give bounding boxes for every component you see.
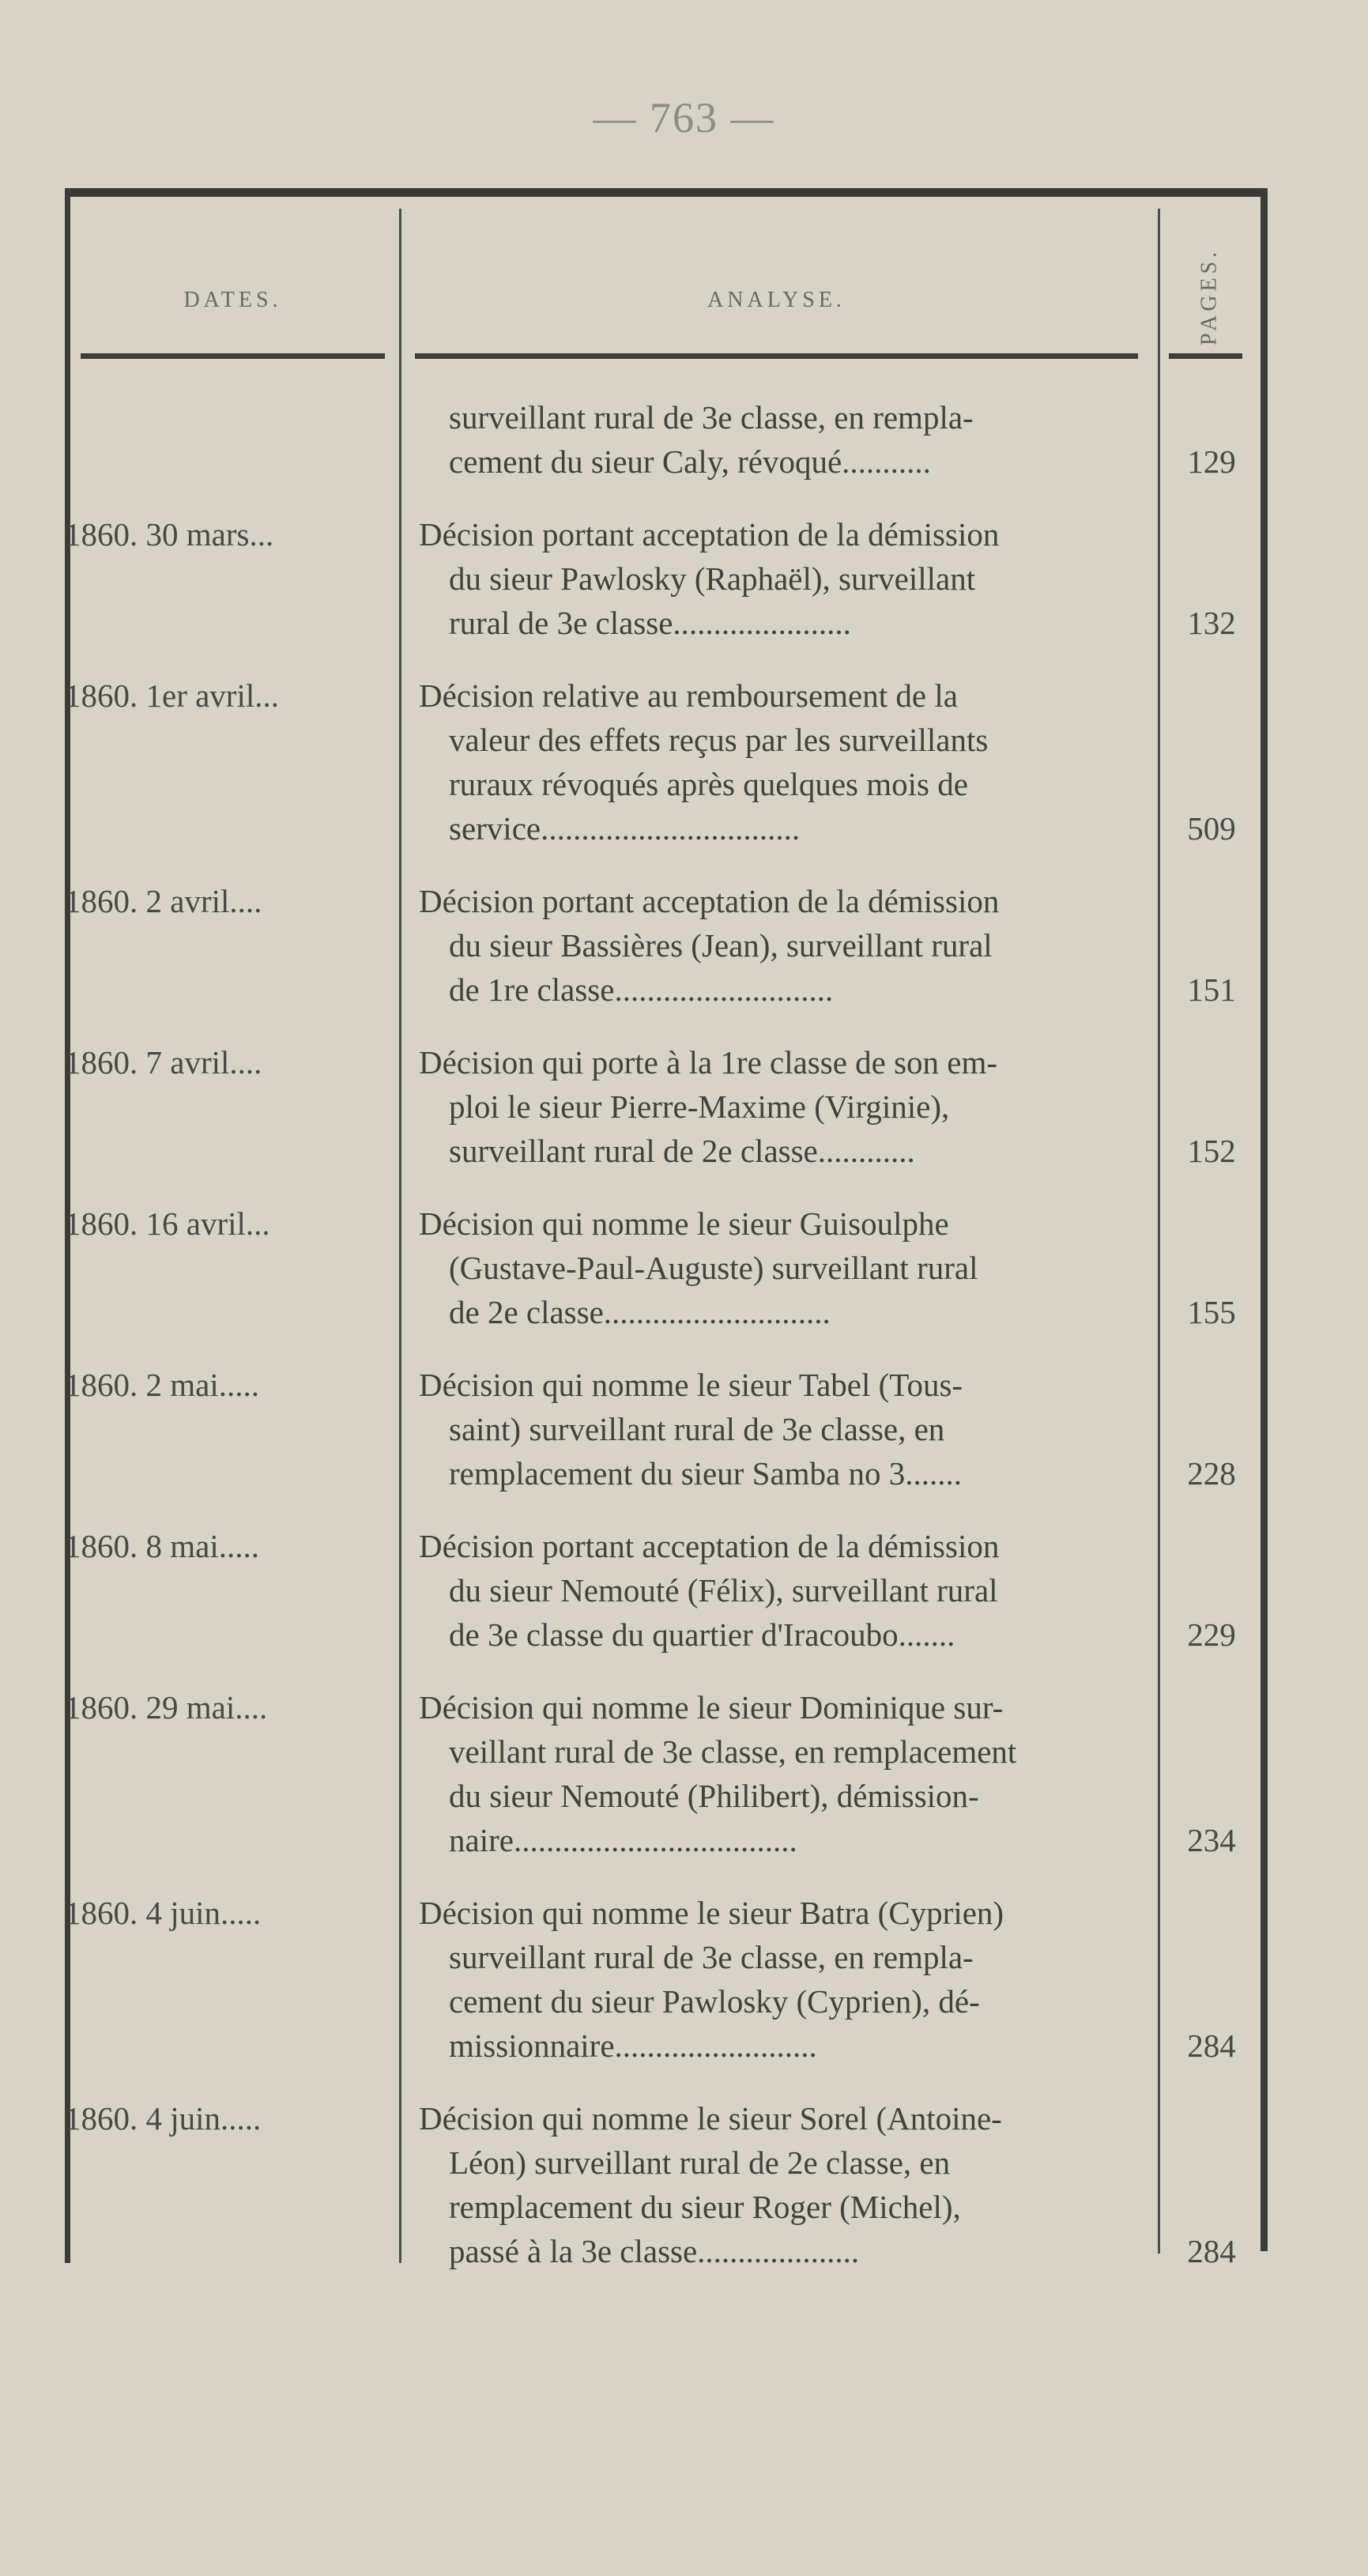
entry-page-number: 234 <box>1187 1822 1236 1858</box>
analysis-line: Décision qui nomme le sieur Dominique sur- <box>419 1689 1004 1726</box>
analysis-line: Décision qui porte à la 1re classe de son em- <box>419 1044 998 1081</box>
table-top-rule <box>65 188 1268 197</box>
analysis-line: service................................ <box>449 810 801 847</box>
entry-date: 1860. 8 mai..... <box>65 1528 259 1564</box>
entry-analysis <box>419 512 1146 645</box>
analysis-line: de 3e classe du quartier d'Iracoubo....... <box>449 1616 955 1653</box>
analysis-line: Décision qui nomme le sieur Guisoulphe <box>419 1205 949 1242</box>
analysis-line: Décision qui nomme le sieur Batra (Cyprien) <box>419 1895 1004 1931</box>
entry-analysis <box>419 1201 1146 1334</box>
entry-date: 1860. 16 avril... <box>65 1205 270 1242</box>
entry-analysis <box>419 395 1146 484</box>
analysis-line: cement du sieur Caly, révoqué........... <box>449 443 931 480</box>
entry-date: 1860. 2 avril.... <box>65 883 262 919</box>
analysis-line: Décision qui nomme le sieur Sorel (Antoine- <box>419 2100 1002 2137</box>
analysis-line: rural de 3e classe...................... <box>449 605 851 641</box>
entry-analysis <box>419 1524 1146 1657</box>
header-rule-analyse <box>415 353 1138 359</box>
analysis-line: missionnaire......................... <box>449 2027 817 2064</box>
entry-analysis <box>419 2096 1146 2273</box>
analysis-line: surveillant rural de 3e classe, en rempla- <box>449 399 974 436</box>
entry-page-number: 152 <box>1187 1133 1236 1169</box>
analysis-line: Décision portant acceptation de la démission <box>419 1528 1000 1564</box>
entry-page-number: 509 <box>1187 810 1236 847</box>
entry-date: 1860. 2 mai..... <box>65 1367 259 1403</box>
analysis-line: surveillant rural de 3e classe, en rempla- <box>449 1939 974 1975</box>
header-pages: PAGES. <box>1197 247 1222 345</box>
analysis-line: de 2e classe............................ <box>449 1294 831 1330</box>
entry-page-number: 284 <box>1187 2233 1236 2269</box>
analysis-line: surveillant rural de 2e classe............ <box>449 1133 915 1169</box>
entry-date: 1860. 4 juin..... <box>65 2100 262 2137</box>
analysis-line: (Gustave-Paul-Auguste) surveillant rural <box>449 1250 978 1286</box>
entry-page-number: 155 <box>1187 1294 1236 1330</box>
analysis-line: cement du sieur Pawlosky (Cyprien), dé- <box>449 1983 980 2020</box>
entry-date: 1860. 30 mars... <box>65 516 274 553</box>
analysis-line: ruraux révoqués après quelques mois de <box>449 766 968 802</box>
entry-date: 1860. 1er avril... <box>65 677 279 714</box>
column-divider-dates <box>399 209 401 2263</box>
analysis-line: du sieur Pawlosky (Raphaël), surveillant <box>449 560 976 597</box>
analysis-line: passé à la 3e classe.................... <box>449 2233 860 2269</box>
analysis-line: Décision relative au remboursement de la <box>419 677 958 714</box>
analysis-line: Décision qui nomme le sieur Tabel (Tous- <box>419 1367 963 1403</box>
analysis-line: du sieur Bassières (Jean), surveillant rural <box>449 927 993 964</box>
analysis-line: de 1re classe........................... <box>449 971 834 1008</box>
analysis-line: naire................................... <box>449 1822 797 1858</box>
header-rule-dates <box>81 353 385 359</box>
entry-analysis <box>419 1685 1146 1862</box>
analysis-line: Décision portant acceptation de la démission <box>419 516 1000 553</box>
analysis-line: Léon) surveillant rural de 2e classe, en <box>449 2144 951 2181</box>
header-dates: DATES. <box>183 288 282 312</box>
header-analyse: ANALYSE. <box>707 288 846 312</box>
column-divider-pages <box>1158 209 1160 2254</box>
entry-analysis <box>419 1891 1146 2068</box>
entry-analysis <box>419 1363 1146 1495</box>
table-right-rule <box>1261 188 1268 2251</box>
analysis-line: valeur des effets reçus par les surveillants <box>449 722 989 758</box>
entry-analysis <box>419 879 1146 1012</box>
analysis-line: veillant rural de 3e classe, en remplacement <box>449 1733 1017 1770</box>
analysis-line: du sieur Nemouté (Félix), surveillant rural <box>449 1572 998 1609</box>
header-rule-pages <box>1169 353 1242 359</box>
analysis-line: saint) surveillant rural de 3e classe, en <box>449 1411 945 1447</box>
entry-page-number: 151 <box>1187 971 1236 1008</box>
analysis-line: Décision portant acceptation de la démission <box>419 883 1000 919</box>
analysis-line: ploi le sieur Pierre-Maxime (Virginie), <box>449 1088 950 1125</box>
analysis-line: remplacement du sieur Roger (Michel), <box>449 2189 961 2225</box>
entry-page-number: 132 <box>1187 605 1236 641</box>
entry-date: 1860. 4 juin..... <box>65 1895 262 1931</box>
analysis-line: remplacement du sieur Samba no 3....... <box>449 1455 962 1492</box>
index-table <box>65 188 1268 2269</box>
entry-page-number: 229 <box>1187 1616 1236 1653</box>
page-number: — 763 — <box>593 94 775 141</box>
entry-date: 1860. 29 mai.... <box>65 1689 268 1726</box>
entry-page-number: 129 <box>1187 443 1236 480</box>
entry-page-number: 228 <box>1187 1455 1236 1492</box>
entry-analysis <box>419 1040 1146 1173</box>
entry-page-number: 284 <box>1187 2027 1236 2064</box>
entry-analysis <box>419 673 1146 850</box>
entry-date: 1860. 7 avril.... <box>65 1044 262 1081</box>
analysis-line: du sieur Nemouté (Philibert), démission- <box>449 1778 979 1814</box>
